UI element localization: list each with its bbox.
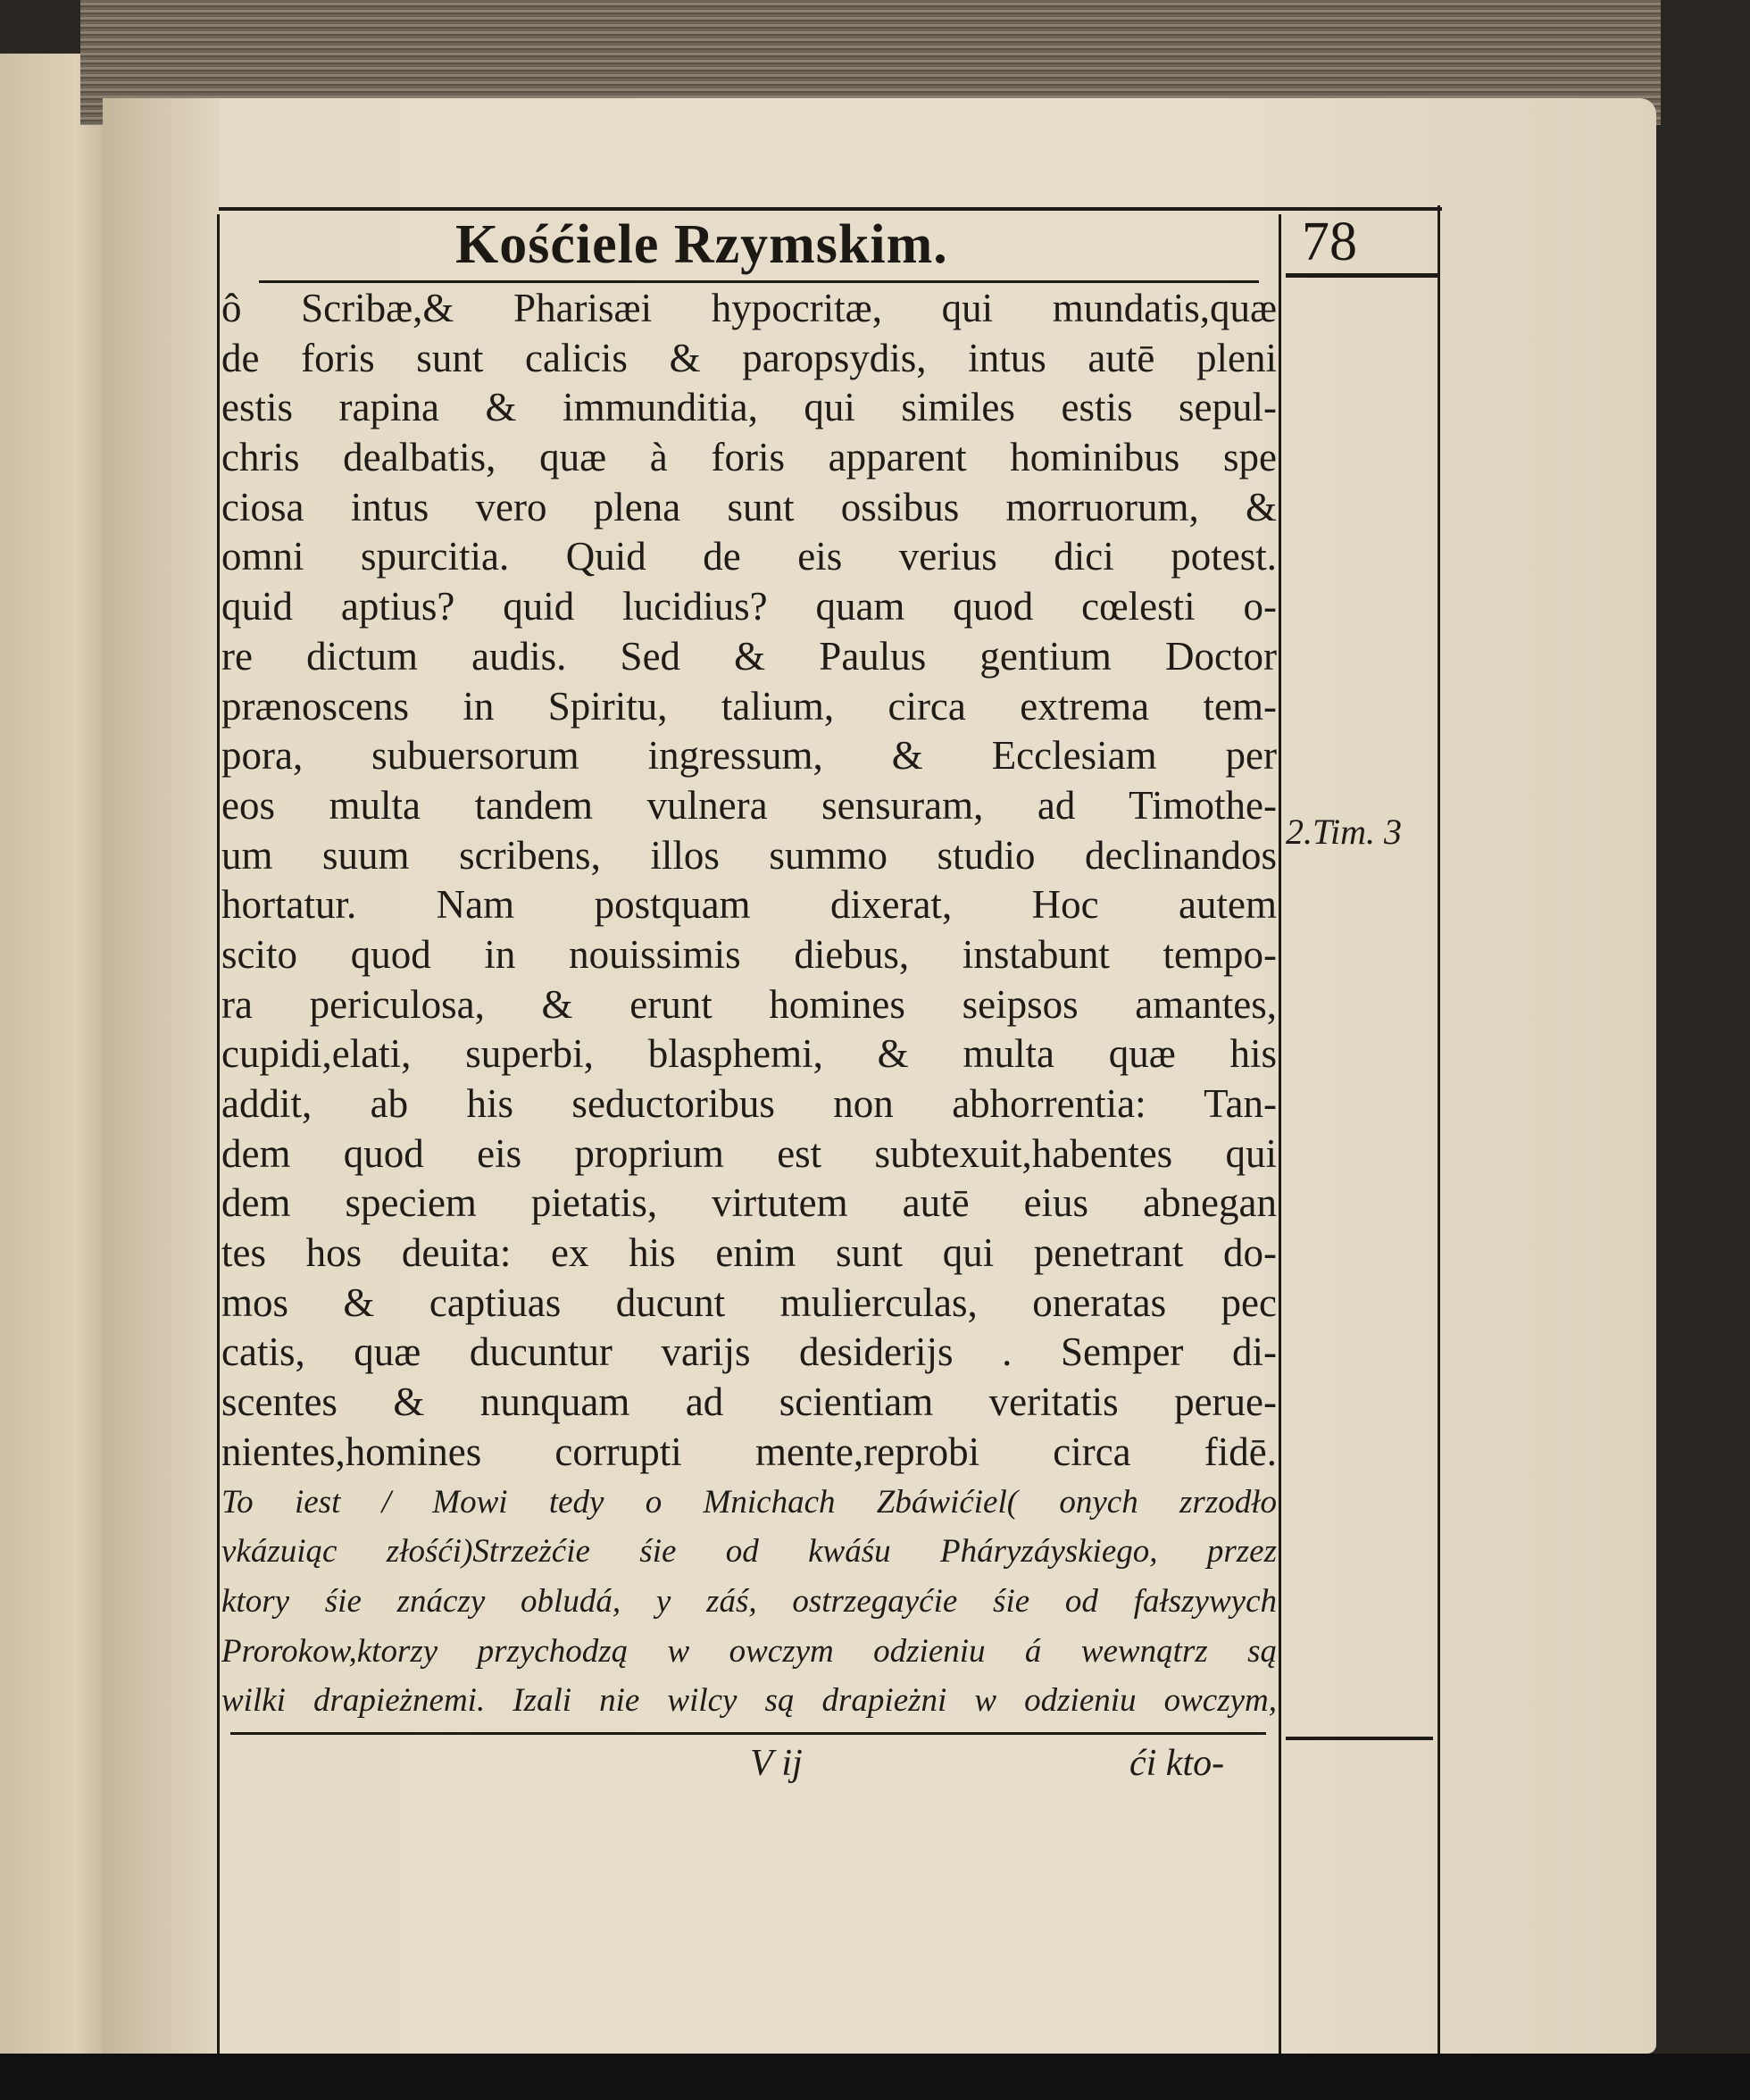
text-left-border [217, 214, 220, 2054]
margin-footer-rule [1286, 1737, 1433, 1740]
text-line: de foris sunt calicis & paropsydis, intus autē pleni [221, 335, 1277, 380]
text-line: omni spurcitia. Quid de eis verius dici potest. [221, 534, 1277, 579]
text-line: cupidi,elati, superbi, blasphemi, & multa quæ his [221, 1031, 1277, 1077]
polish-text-line: To iest / Mowi tedy o Mnichach Zbáwićiel( onych zrzodło [221, 1483, 1277, 1521]
text-line: scentes & nunquam ad scientiam veritatis perue- [221, 1379, 1277, 1425]
text-line: scito quod in nouissimis diebus, instabunt tempo- [221, 931, 1277, 977]
text-line: pora, subuersorum ingressum, & Ecclesiam per [221, 733, 1277, 779]
text-line: re dictum audis. Sed & Paulus gentium Doctor [221, 633, 1277, 679]
text-line: tes hos deuita: ex his enim sunt qui penetrant do- [221, 1230, 1277, 1276]
title-underline [259, 280, 1259, 283]
signature-mark: V ij [750, 1743, 803, 1784]
text-line: catis, quæ ducuntur varijs desiderijs . Semper di- [221, 1329, 1277, 1375]
body-text [221, 284, 1277, 1726]
text-line: hortatur. Nam postquam dixerat, Hoc autem [221, 882, 1277, 928]
header-rule [219, 207, 1442, 211]
text-line: chris dealbatis, quæ à foris apparent hominibus spe [221, 435, 1277, 480]
background-bottom [0, 2054, 1750, 2100]
text-line: mos & captiuas ducunt mulierculas, oneratas pec [221, 1279, 1277, 1325]
text-line: dem speciem pietatis, virtutem autē eius abnegan [221, 1180, 1277, 1226]
footer-rule [230, 1732, 1266, 1735]
page-number: 78 [1302, 212, 1357, 272]
pageno-underline [1286, 273, 1438, 278]
gutter-fold [103, 98, 219, 2054]
text-line: dem quod eis proprium est subtexuit,habentes qui [221, 1130, 1277, 1176]
catchword: ći kto- [1129, 1743, 1225, 1784]
polish-text-line: vkázuiąc złośći)Strzeżćie śie od kwáśu Pháryzáyskiego, przez [221, 1533, 1277, 1571]
margin-right-border [1438, 205, 1440, 2054]
margin-note: 2.Tim. 3 [1286, 812, 1403, 852]
text-line: ô Scribæ,& Pharisæi hypocritæ, qui mundatis,quæ [221, 286, 1277, 330]
text-line: ciosa intus vero plena sunt ossibus morruorum, & [221, 484, 1277, 529]
text-line: eos multa tandem vulnera sensuram, ad Timothe- [221, 782, 1277, 828]
text-line: addit, ab his seductoribus non abhorrentia: Tan- [221, 1081, 1277, 1126]
polish-text-line: ktory śie znáczy obludá, y záś, ostrzegayćie śie od fałszywych [221, 1582, 1277, 1620]
polish-text-line: Prorokow,ktorzy przychodzą w owczym odzieniu á wewnątrz są [221, 1632, 1277, 1670]
polish-text-line: wilki drapieżnemi. Izali nie wilcy są drapieżni w odzieniu owczym, [221, 1682, 1277, 1720]
text-line: um suum scribens, illos summo studio declinandos [221, 832, 1277, 878]
text-line: ra periculosa, & erunt homines seipsos amantes, [221, 981, 1277, 1027]
text-line: quid aptius? quid lucidius? quam quod cœlesti o- [221, 584, 1277, 629]
text-line: prænoscens in Spiritu, talium, circa extrema tem- [221, 683, 1277, 729]
text-right-border [1279, 214, 1281, 2054]
running-title: Kośćiele Rzymskim. [455, 214, 948, 275]
text-line: estis rapina & immunditia, qui similes estis sepul- [221, 385, 1277, 430]
text-line: nientes,homines corrupti mente,reprobi circa fidē. [221, 1429, 1277, 1474]
